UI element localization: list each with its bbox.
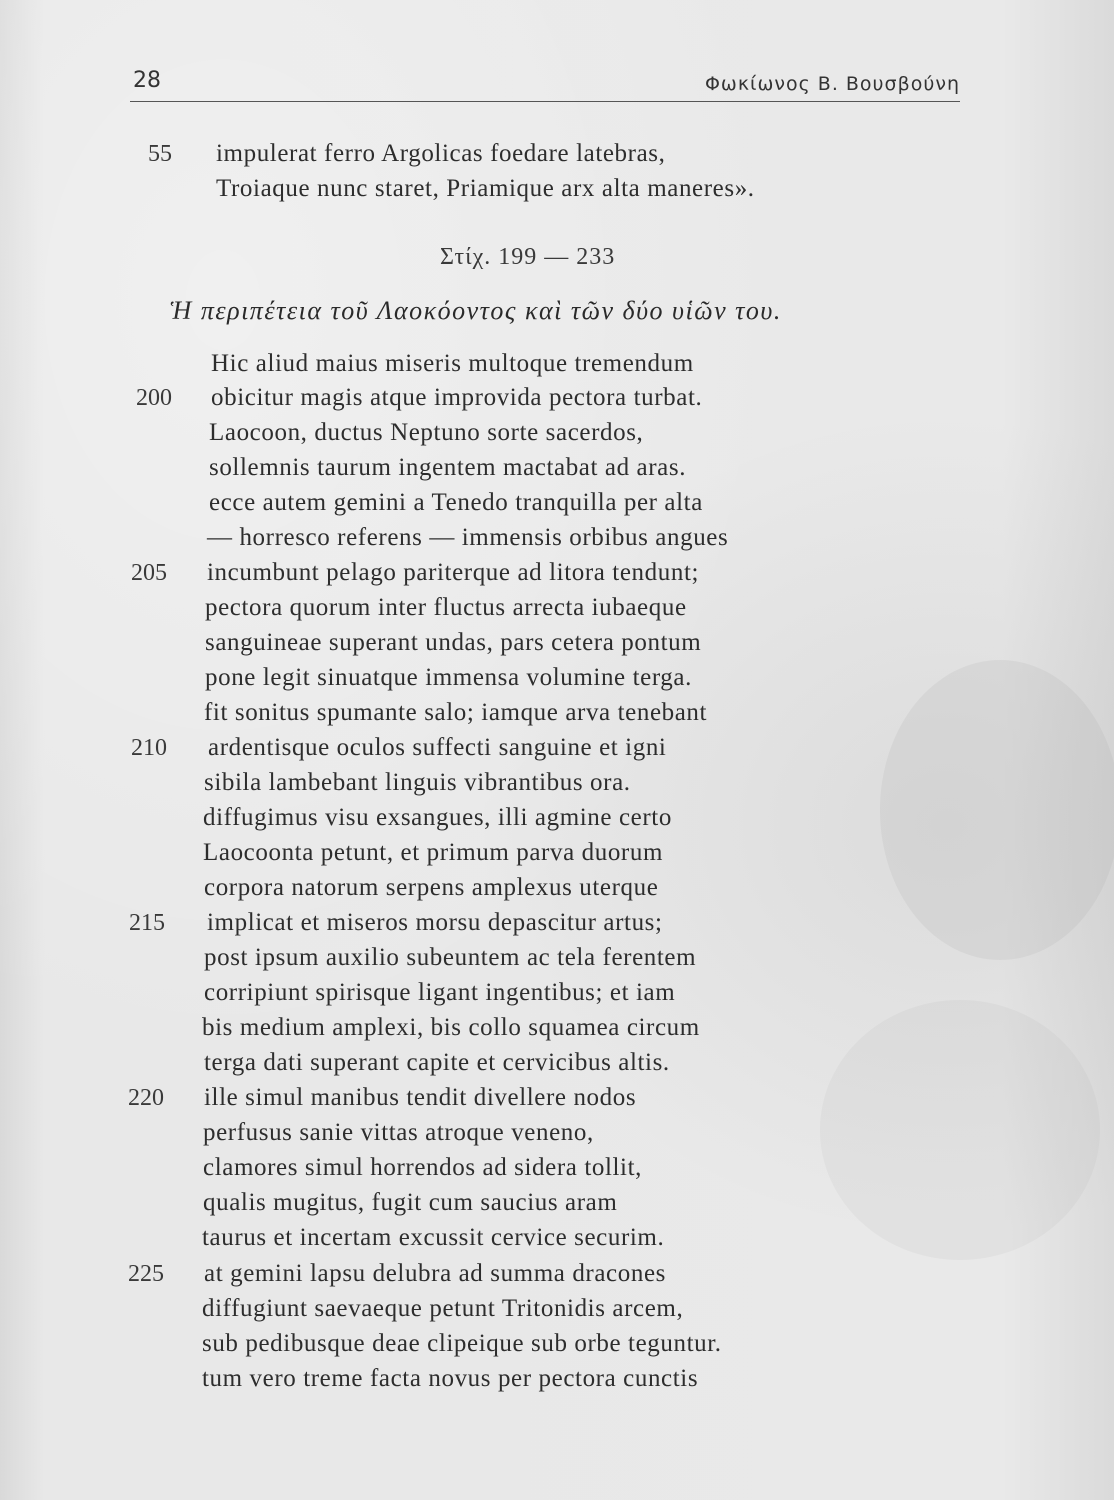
verse-line: bis medium amplexi, bis collo squamea circum [202,1014,700,1041]
line-number: 210 [131,735,167,761]
line-number: 200 [136,385,172,411]
verse-line: corripiunt spirisque ligant ingentibus; et iam [204,979,676,1006]
verse-line: Troiaque nunc staret, Priamique arx alta maneres». [216,175,755,202]
verse-line: corpora natorum serpens amplexus uterque [204,874,659,901]
verse-line: ecce autem gemini a Tenedo tranquilla per alta [209,489,703,516]
water-stain [820,1000,1100,1260]
verse-line: — horresco referens — immensis orbibus angues [207,524,729,551]
verse-line: ardentisque oculos suffecti sanguine et igni [208,734,667,761]
verse-line: qualis mugitus, fugit cum saucius aram [203,1189,618,1216]
verse-line: taurus et incertam excussit cervice securim. [202,1224,665,1251]
line-number: 225 [128,1261,164,1287]
verse-line: perfusus sanie vittas atroque veneno, [203,1119,594,1146]
verse-line: sollemnis taurum ingentem mactabat ad aras. [209,454,687,481]
verse-line: obicitur magis atque improvida pectora turbat. [211,384,703,411]
verse-line: sibila lambebant linguis vibrantibus ora. [204,769,631,796]
verse-line: post ipsum auxilio subeuntem ac tela ferentem [204,944,697,971]
water-stain [880,660,1114,960]
header-rule [130,101,960,102]
line-number: 55 [148,141,172,167]
verse-line: ille simul manibus tendit divellere nodos [204,1084,637,1111]
verse-line: impulerat ferro Argolicas foedare latebras, [216,140,666,167]
verse-line: pone legit sinuatque immensa volumine terga. [205,664,692,691]
verse-line: Laocoonta petunt, et primum parva duorum [203,839,663,866]
verse-line: sub pedibusque deae clipeique sub orbe teguntur. [202,1330,722,1357]
stich-range: Στίχ. 199 — 233 [440,244,616,270]
page-number: 28 [133,68,161,93]
verse-line: tum vero treme facta novus per pectora cunctis [202,1365,699,1392]
verse-line: incumbunt pelago pariterque ad litora tendunt; [207,559,700,586]
verse-line: implicat et miseros morsu depascitur artus; [207,909,663,936]
verse-line: terga dati superant capite et cervicibus altis. [204,1049,670,1076]
verse-line: diffugiunt saevaeque petunt Tritonidis arcem, [202,1295,684,1322]
verse-line: Laocoon, ductus Neptuno sorte sacerdos, [209,419,644,446]
section-title: Ἡ περιπέτεια τοῦ Λαοκόοντος καὶ τῶν δύο υἱῶν του. [170,296,782,325]
verse-line: sanguineae superant undas, pars cetera pontum [205,629,702,656]
line-number: 220 [128,1085,164,1111]
verse-line: pectora quorum inter fluctus arrecta iubaeque [205,594,687,621]
verse-line: fit sonitus spumante salo; iamque arva tenebant [204,699,708,726]
verse-line: Hic aliud maius miseris multoque tremendum [211,350,694,377]
line-number: 205 [131,560,167,586]
verse-line: clamores simul horrendos ad sidera tollit, [203,1154,642,1181]
running-header-author: Φωκίωνος Β. Βουσβούνη [704,73,960,95]
line-number: 215 [129,910,165,936]
verse-line: at gemini lapsu delubra ad summa dracones [204,1260,666,1287]
verse-line: diffugimus visu exsangues, illi agmine certo [203,804,672,831]
